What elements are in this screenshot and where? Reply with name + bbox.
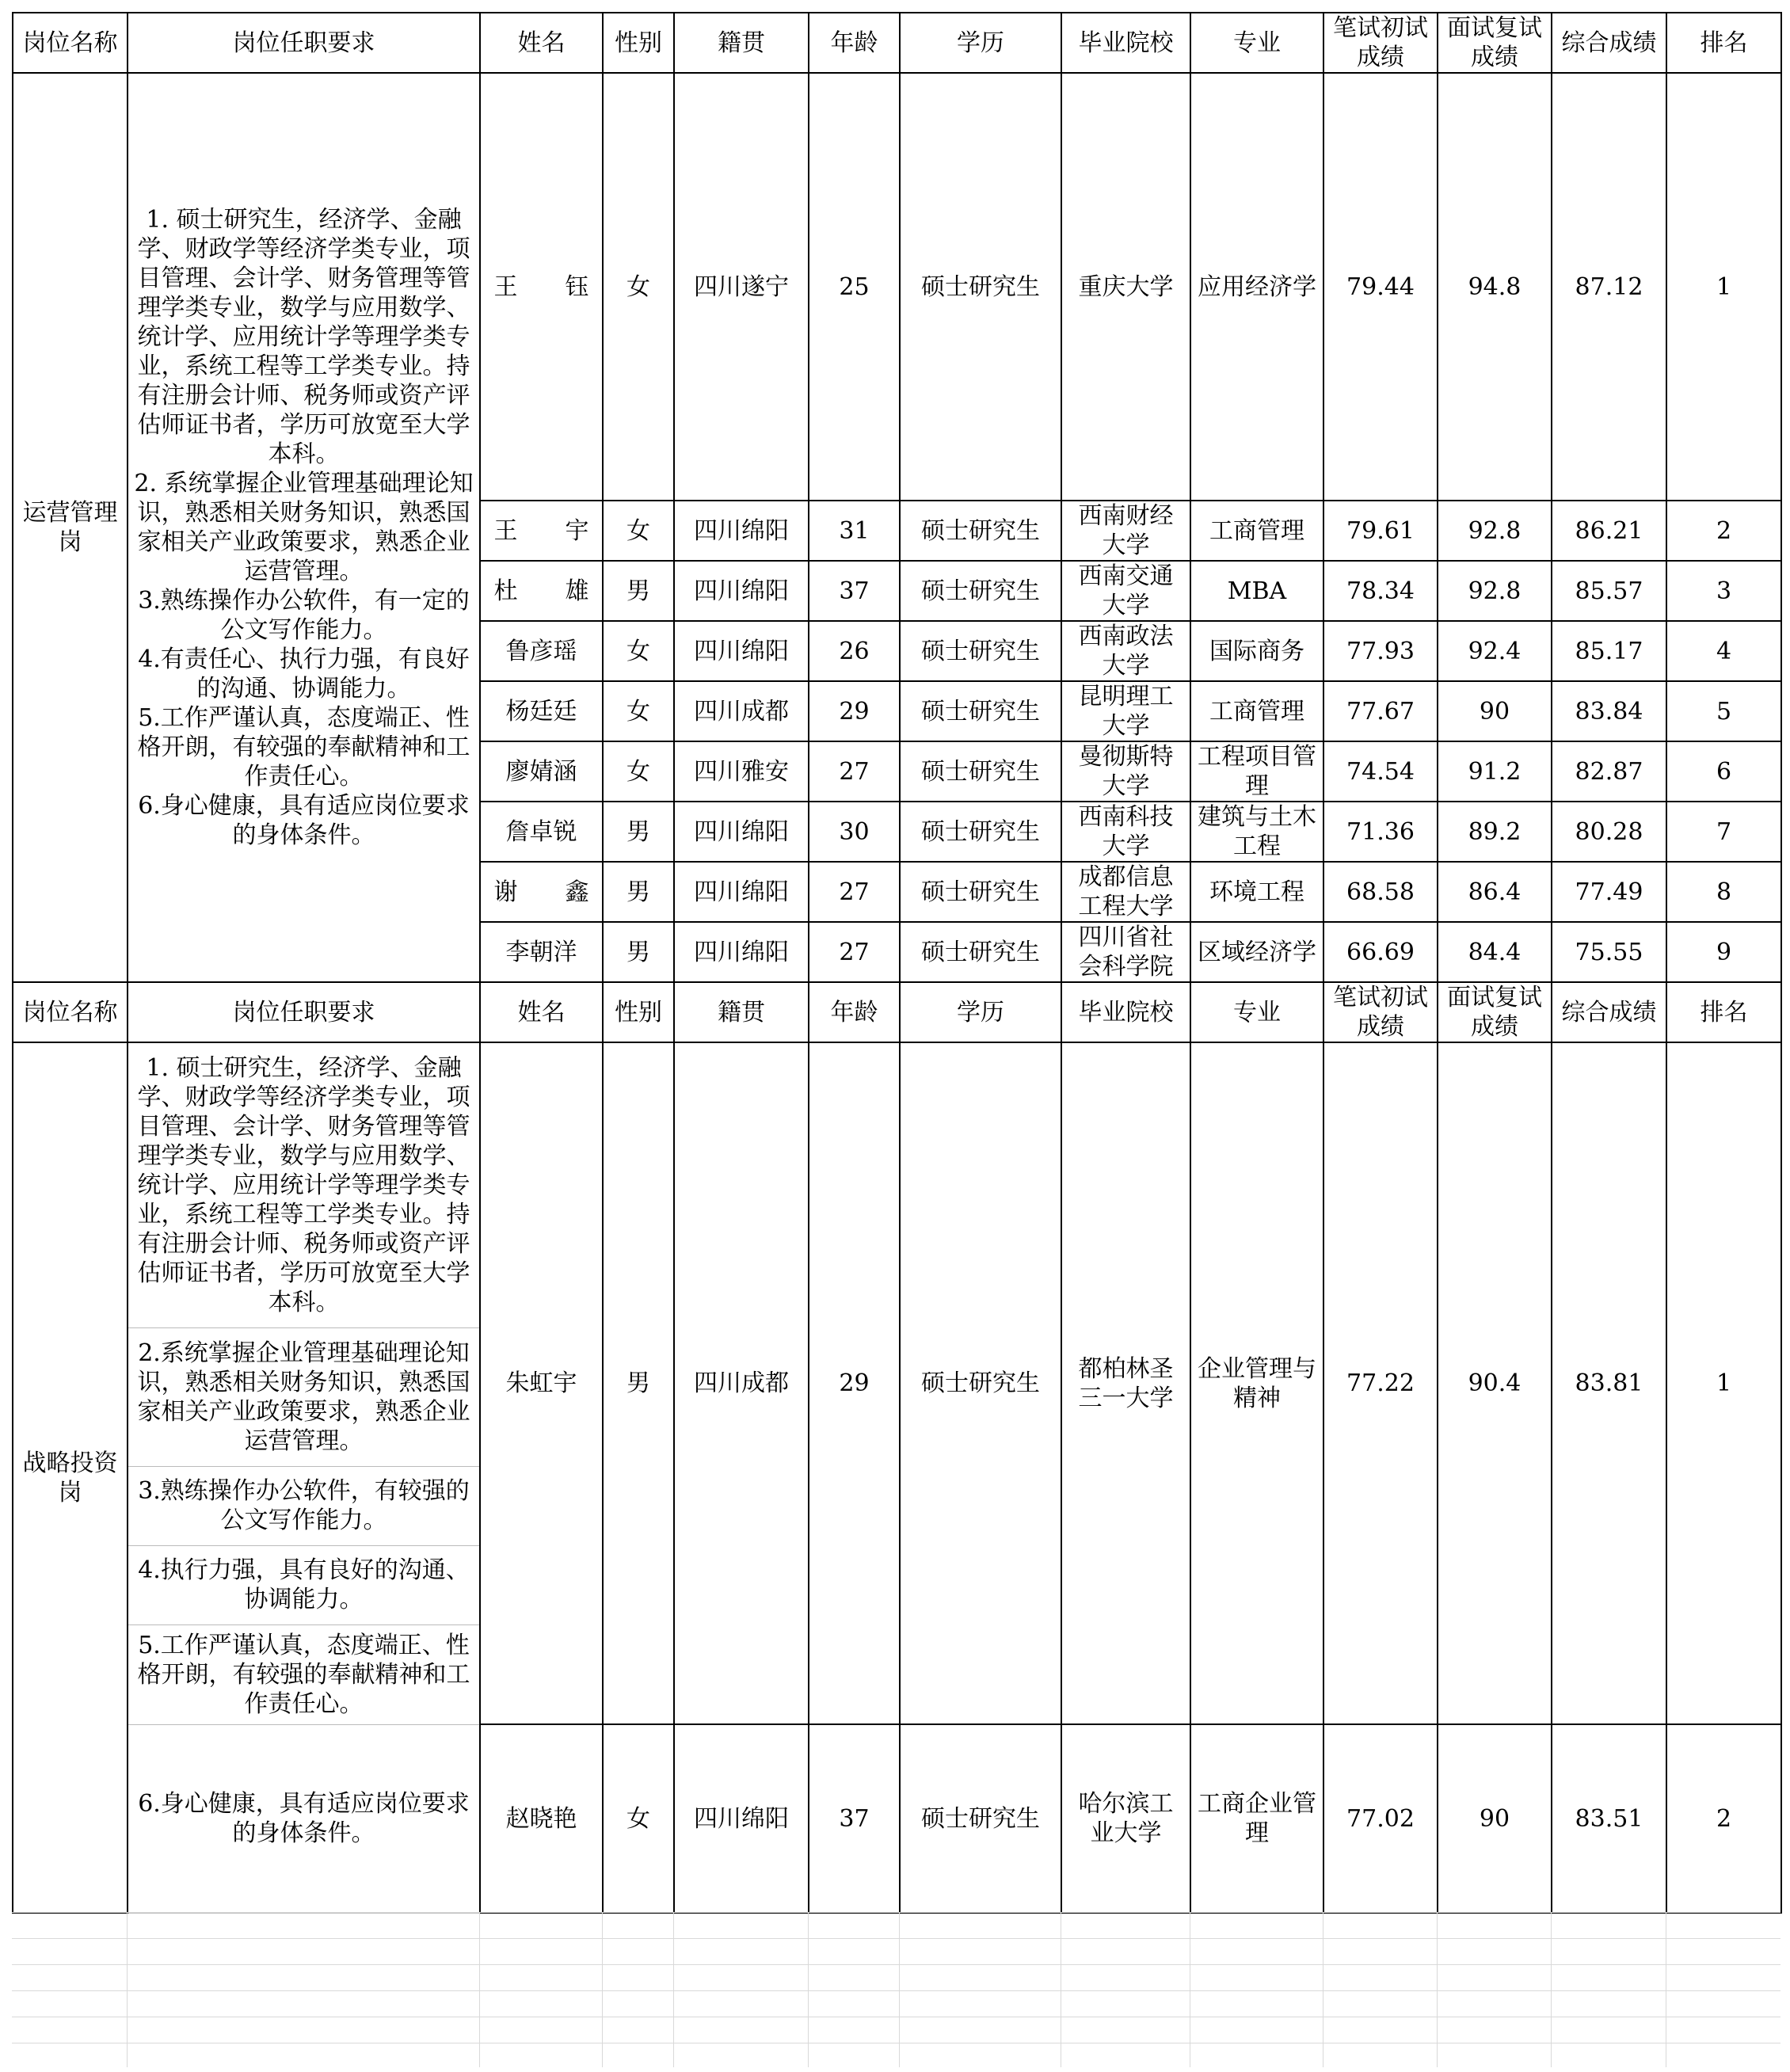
table-row [13,73,1781,501]
candidate-gender: 男 [603,922,674,982]
total-score: 83.51 [1552,1724,1666,1913]
candidate-major: 工商管理 [1190,501,1323,561]
candidate-education: 硕士研究生 [900,922,1061,982]
total-score: 87.12 [1552,73,1666,501]
candidate-major: 企业管理与精神 [1190,1042,1323,1724]
candidate-education: 硕士研究生 [900,681,1061,741]
table-row [13,1724,1781,1913]
written-score: 77.93 [1323,621,1438,681]
candidate-major: 环境工程 [1190,862,1323,922]
header-cell: 年龄 [809,982,900,1042]
written-score: 79.61 [1323,501,1438,561]
requirement-item: 4.执行力强，具有良好的沟通、协调能力。 [128,1545,480,1624]
candidate-age: 26 [809,621,900,681]
header-cell: 姓名 [480,982,603,1042]
candidate-origin: 四川绵阳 [674,922,809,982]
written-score: 77.02 [1323,1724,1438,1913]
candidate-gender: 女 [603,1724,674,1913]
header-cell: 专业 [1190,13,1323,73]
candidate-age: 27 [809,741,900,802]
candidate-school: 哈尔滨工业大学 [1061,1724,1190,1913]
header-cell: 岗位任职要求 [128,13,480,73]
total-score: 86.21 [1552,501,1666,561]
candidate-origin: 四川绵阳 [674,1724,809,1913]
candidate-major: 建筑与土木工程 [1190,802,1323,862]
header-cell: 毕业院校 [1061,13,1190,73]
header-cell: 面试复试成绩 [1438,13,1552,73]
interview-score: 92.8 [1438,501,1552,561]
candidate-origin: 四川绵阳 [674,862,809,922]
candidate-age: 31 [809,501,900,561]
header-cell: 学历 [900,982,1061,1042]
candidate-major: 工商管理 [1190,681,1323,741]
candidate-gender: 男 [603,1042,674,1724]
header-cell: 性别 [603,982,674,1042]
total-score: 82.87 [1552,741,1666,802]
candidate-major: 工商企业管理 [1190,1724,1323,1913]
written-score: 66.69 [1323,922,1438,982]
header-cell: 岗位名称 [13,13,128,73]
candidate-education: 硕士研究生 [900,802,1061,862]
header-row [13,13,1781,73]
interview-score: 84.4 [1438,922,1552,982]
header-cell: 性别 [603,13,674,73]
position-name: 运营管理岗 [13,73,128,982]
candidate-age: 27 [809,922,900,982]
candidate-age: 29 [809,1042,900,1724]
candidate-name: 朱虹宇 [480,1042,603,1724]
requirement-item: 2.系统掌握企业管理基础理论知识，熟悉相关财务知识，熟悉国家相关产业政策要求，熟悉企业运营管理。 [128,1327,480,1466]
candidate-gender: 男 [603,561,674,621]
candidate-gender: 女 [603,501,674,561]
candidate-name: 王 宇 [480,501,603,561]
candidate-school: 西南交通大学 [1061,561,1190,621]
header-cell: 籍贯 [674,982,809,1042]
position-name: 战略投资岗 [13,1042,128,1913]
table-row [13,1042,1781,1327]
candidate-origin: 四川雅安 [674,741,809,802]
written-score: 77.67 [1323,681,1438,741]
candidate-origin: 四川成都 [674,681,809,741]
candidate-origin: 四川绵阳 [674,501,809,561]
written-score: 78.34 [1323,561,1438,621]
requirement-item: 3.熟练操作办公软件，有较强的公文写作能力。 [128,1466,480,1545]
interview-score: 89.2 [1438,802,1552,862]
written-score: 68.58 [1323,862,1438,922]
candidate-name: 赵晓艳 [480,1724,603,1913]
candidate-major: 国际商务 [1190,621,1323,681]
candidate-school: 西南财经大学 [1061,501,1190,561]
header-cell: 笔试初试成绩 [1323,982,1438,1042]
written-score: 71.36 [1323,802,1438,862]
candidate-name: 鲁彦瑶 [480,621,603,681]
empty-sheet-column-lines [12,1912,1780,2067]
rank: 4 [1666,621,1781,681]
candidate-education: 硕士研究生 [900,621,1061,681]
total-score: 85.17 [1552,621,1666,681]
candidate-school: 昆明理工大学 [1061,681,1190,741]
candidate-school: 都柏林圣三一大学 [1061,1042,1190,1724]
candidate-school: 四川省社会科学院 [1061,922,1190,982]
header-cell: 综合成绩 [1552,13,1666,73]
interview-score: 94.8 [1438,73,1552,501]
header-cell: 综合成绩 [1552,982,1666,1042]
rank: 8 [1666,862,1781,922]
written-score: 74.54 [1323,741,1438,802]
interview-score: 90 [1438,681,1552,741]
candidate-major: 区域经济学 [1190,922,1323,982]
header-cell: 毕业院校 [1061,982,1190,1042]
candidate-education: 硕士研究生 [900,73,1061,501]
candidate-education: 硕士研究生 [900,561,1061,621]
interview-score: 90 [1438,1724,1552,1913]
written-score: 79.44 [1323,73,1438,501]
candidate-major: MBA [1190,561,1323,621]
interview-score: 92.4 [1438,621,1552,681]
candidate-age: 37 [809,1724,900,1913]
candidate-name: 詹卓锐 [480,802,603,862]
candidate-age: 25 [809,73,900,501]
candidate-origin: 四川成都 [674,1042,809,1724]
recruitment-results-table [12,12,1782,1914]
header-cell: 学历 [900,13,1061,73]
candidate-gender: 男 [603,862,674,922]
candidate-school: 曼彻斯特大学 [1061,741,1190,802]
candidate-origin: 四川绵阳 [674,621,809,681]
candidate-age: 30 [809,802,900,862]
requirement-item: 1. 硕士研究生，经济学、金融学、财政学等经济学类专业，项目管理、会计学、财务管理等管理学类专业，数学与应用数学、统计学、应用统计学等理学类专业，系统工程等工学类专业。持有注册会计师、税务师或资产评估师证书者，学历可放宽至大学本科。 [128,1042,480,1327]
rank: 1 [1666,1042,1781,1724]
header-cell: 岗位任职要求 [128,982,480,1042]
candidate-name: 谢 鑫 [480,862,603,922]
header-cell: 面试复试成绩 [1438,982,1552,1042]
rank: 2 [1666,501,1781,561]
candidate-school: 西南政法大学 [1061,621,1190,681]
interview-score: 91.2 [1438,741,1552,802]
rank: 7 [1666,802,1781,862]
header-cell: 排名 [1666,982,1781,1042]
candidate-age: 37 [809,561,900,621]
candidate-major: 工程项目管理 [1190,741,1323,802]
rank: 1 [1666,73,1781,501]
total-score: 80.28 [1552,802,1666,862]
candidate-gender: 女 [603,73,674,501]
candidate-school: 重庆大学 [1061,73,1190,501]
header-cell: 岗位名称 [13,982,128,1042]
rank: 9 [1666,922,1781,982]
candidate-age: 27 [809,862,900,922]
position-requirements: 1. 硕士研究生，经济学、金融学、财政学等经济学类专业，项目管理、会计学、财务管理等管理学类专业，数学与应用数学、统计学、应用统计学等理学类专业，系统工程等工学类专业。持有注册会计师、税务师或资产评估师证书者，学历可放宽至大学本科。 2. 系统掌握企业管理基础理论知识，熟悉相关财务知识，熟悉国家相关产业政策要求，熟悉企业运营管理。 3.熟练操作办公软件，有一定的公文写作能力。 4.有责任心、执行力强，有良好的沟通、协调能力。 5.工作严谨认真，态度端正、性格开朗，有较强的奉献精神和工作责任心。 6.身心健康，具有适应岗位要求的身体条件。 [128,73,480,982]
interview-score: 92.8 [1438,561,1552,621]
candidate-education: 硕士研究生 [900,862,1061,922]
candidate-gender: 女 [603,741,674,802]
requirement-item: 6.身心健康，具有适应岗位要求的身体条件。 [128,1724,480,1913]
rank: 3 [1666,561,1781,621]
candidate-name: 李朝洋 [480,922,603,982]
candidate-gender: 男 [603,802,674,862]
rank: 5 [1666,681,1781,741]
candidate-education: 硕士研究生 [900,1042,1061,1724]
candidate-origin: 四川遂宁 [674,73,809,501]
total-score: 75.55 [1552,922,1666,982]
candidate-gender: 女 [603,681,674,741]
requirement-item: 5.工作严谨认真，态度端正、性格开朗，有较强的奉献精神和工作责任心。 [128,1624,480,1724]
interview-score: 90.4 [1438,1042,1552,1724]
total-score: 83.81 [1552,1042,1666,1724]
candidate-name: 王 钰 [480,73,603,501]
header-cell: 笔试初试成绩 [1323,13,1438,73]
candidate-education: 硕士研究生 [900,1724,1061,1913]
total-score: 83.84 [1552,681,1666,741]
candidate-origin: 四川绵阳 [674,802,809,862]
header-cell: 年龄 [809,13,900,73]
candidate-origin: 四川绵阳 [674,561,809,621]
header-row [13,982,1781,1042]
candidate-education: 硕士研究生 [900,741,1061,802]
total-score: 77.49 [1552,862,1666,922]
candidate-school: 成都信息工程大学 [1061,862,1190,922]
candidate-age: 29 [809,681,900,741]
candidate-name: 廖婧涵 [480,741,603,802]
candidate-education: 硕士研究生 [900,501,1061,561]
header-cell: 专业 [1190,982,1323,1042]
written-score: 77.22 [1323,1042,1438,1724]
rank: 2 [1666,1724,1781,1913]
total-score: 85.57 [1552,561,1666,621]
candidate-name: 杜 雄 [480,561,603,621]
header-cell: 姓名 [480,13,603,73]
header-cell: 籍贯 [674,13,809,73]
rank: 6 [1666,741,1781,802]
candidate-gender: 女 [603,621,674,681]
header-cell: 排名 [1666,13,1781,73]
interview-score: 86.4 [1438,862,1552,922]
candidate-school: 西南科技大学 [1061,802,1190,862]
candidate-name: 杨廷廷 [480,681,603,741]
candidate-major: 应用经济学 [1190,73,1323,501]
